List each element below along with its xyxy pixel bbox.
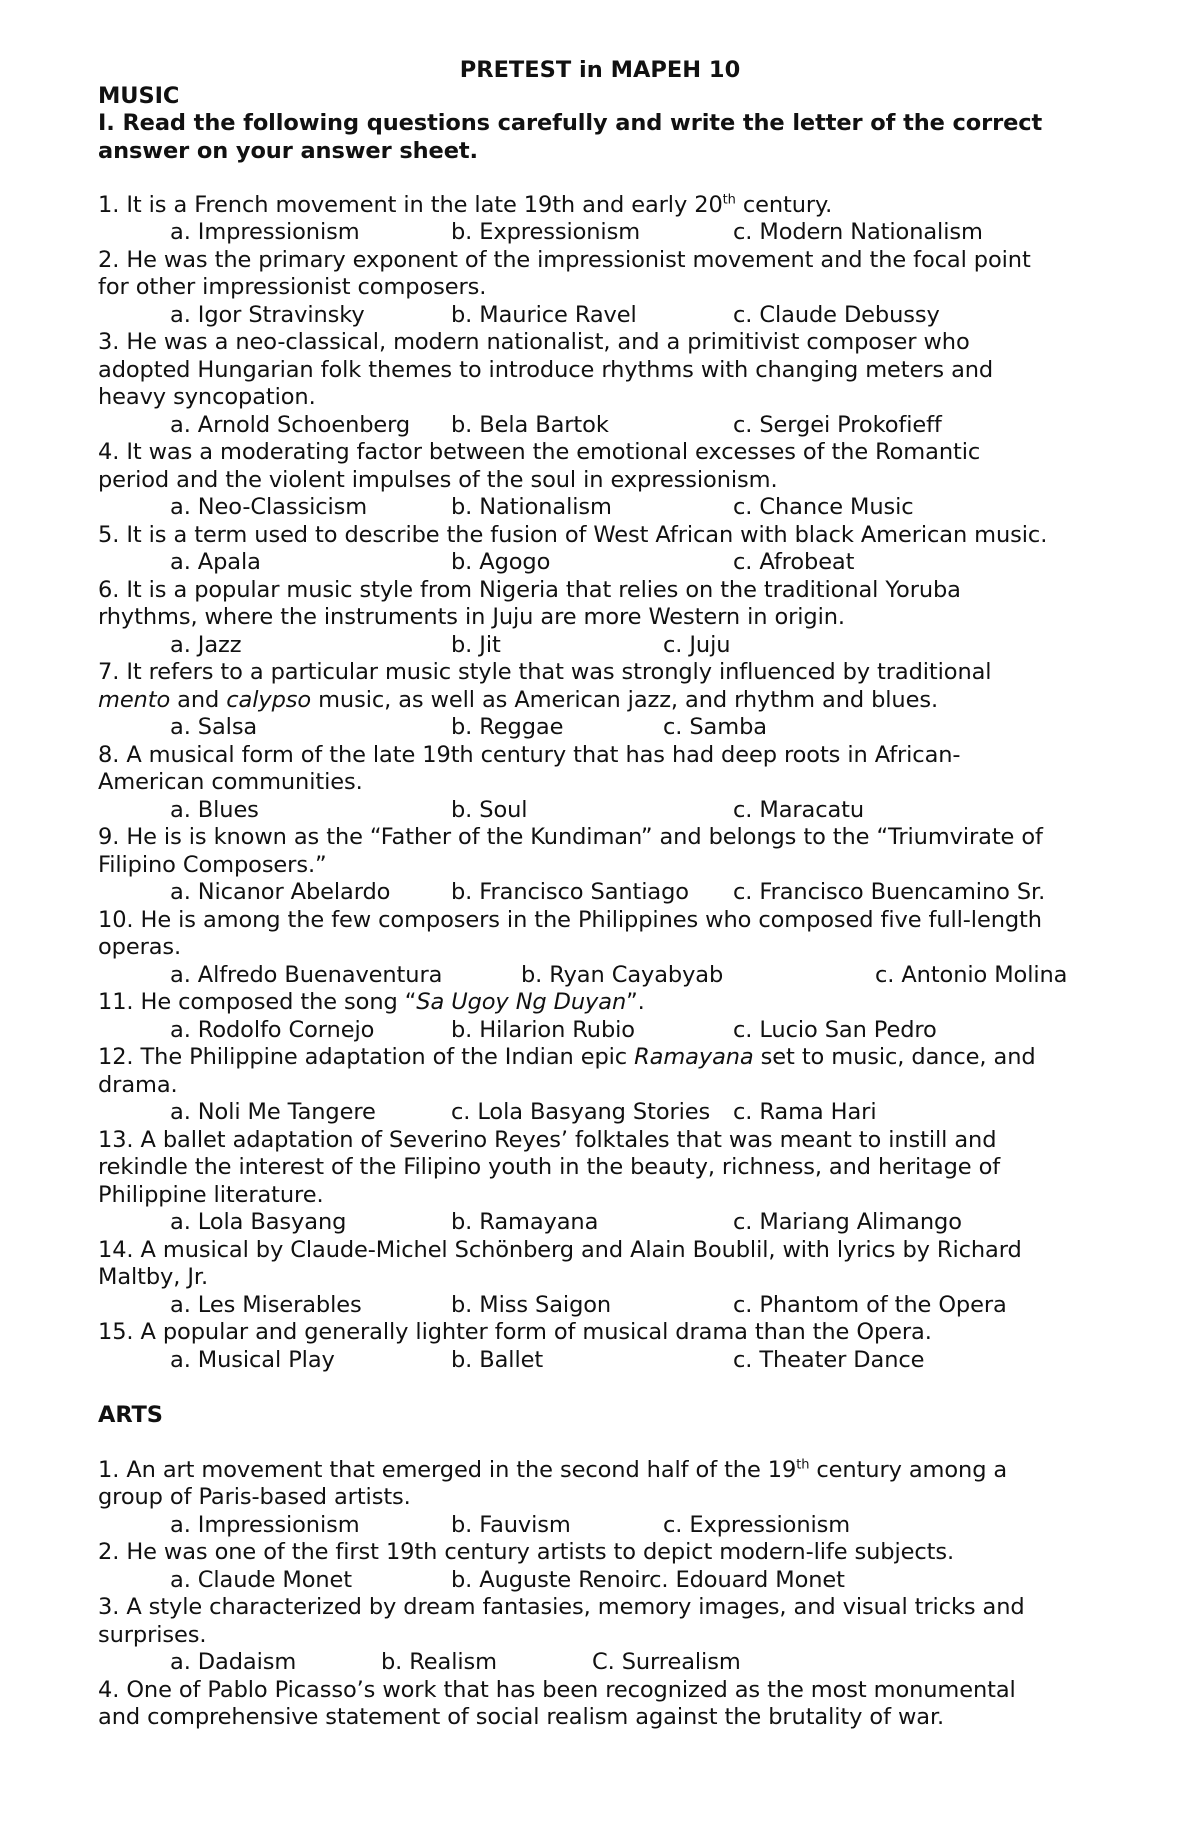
q9-option-c: c. Francisco Buencamino Sr. [733,879,1046,905]
q4-option-a: a. Neo-Classicism [170,494,368,520]
question-2: 2. He was the primary exponent of the impressionist movement and the focal point [98,247,1031,273]
q4-option-b: b. Nationalism [451,494,612,520]
arts-q3-option-c: C. Surrealism [592,1649,741,1675]
question-10: 10. He is among the few composers in the Philippines who composed five full-length [98,907,1042,933]
arts-q2-option-a: a. Claude Monet [170,1567,352,1593]
q2-option-b: b. Maurice Ravel [451,302,637,328]
q15-option-a: a. Musical Play [170,1347,335,1373]
q6-option-c: c. Juju [663,632,731,658]
q2-option-c: c. Claude Debussy [733,302,940,328]
arts-question-3-cont: surprises. [98,1622,207,1648]
q9-option-a: a. Nicanor Abelardo [170,879,391,905]
q15-option-b: b. Ballet [451,1347,544,1373]
q14-option-b: b. Miss Saigon [451,1292,612,1318]
arts-q3-option-b: b. Realism [381,1649,497,1675]
arts-question-3: 3. A style characterized by dream fantasies, memory images, and visual tricks and [98,1594,1025,1620]
q1-option-a: a. Impressionism [170,219,360,245]
q6-option-b: b. Jit [451,632,501,658]
q6-option-a: a. Jazz [170,632,242,658]
question-6: 6. It is a popular music style from Nigeria that relies on the traditional Yoruba [98,577,961,603]
q8-option-b: b. Soul [451,797,528,823]
question-12: 12. The Philippine adaptation of the Indian epic Ramayana set to music, dance, and [98,1044,1036,1070]
question-7: 7. It refers to a particular music style that was strongly influenced by traditional [98,659,992,685]
q9-option-b: b. Francisco Santiago [451,879,689,905]
q14-option-a: a. Les Miserables [170,1292,362,1318]
question-14-cont: Maltby, Jr. [98,1264,209,1290]
q15-option-c: c. Theater Dance [733,1347,925,1373]
question-3-cont-2: heavy syncopation. [98,384,316,410]
question-15: 15. A popular and generally lighter form of musical drama than the Opera. [98,1319,932,1345]
question-3-cont-1: adopted Hungarian folk themes to introduce rhythms with changing meters and [98,357,994,383]
question-8-cont: American communities. [98,769,363,795]
arts-q1-option-b: b. Fauvism [451,1512,571,1538]
question-10-cont: operas. [98,934,182,960]
q13-option-b: b. Ramayana [451,1209,599,1235]
question-7-cont: mento and calypso music, as well as American jazz, and rhythm and blues. [98,687,938,713]
page-title: PRETEST in MAPEH 10 [459,57,741,83]
q3-option-b: b. Bela Bartok [451,412,609,438]
q8-option-c: c. Maracatu [733,797,865,823]
q10-option-a: a. Alfredo Buenaventura [170,962,443,988]
q12-option-c: c. Rama Hari [733,1099,877,1125]
question-4-cont: period and the violent impulses of the soul in expressionism. [98,467,778,493]
q3-option-c: c. Sergei Prokofieff [733,412,942,438]
q12-option-b: c. Lola Basyang Stories [451,1099,711,1125]
q11-option-a: a. Rodolfo Cornejo [170,1017,375,1043]
q11-option-b: b. Hilarion Rubio [451,1017,635,1043]
q7-option-b: b. Reggae [451,714,564,740]
q12-option-a: a. Noli Me Tangere [170,1099,376,1125]
question-14: 14. A musical by Claude-Michel Schönberg and Alain Boublil, with lyrics by Richard [98,1237,1022,1263]
q7-option-c: c. Samba [663,714,767,740]
q13-option-c: c. Mariang Alimango [733,1209,962,1235]
arts-q1-option-a: a. Impressionism [170,1512,360,1538]
instruction-line-1: I. Read the following questions carefully and write the letter of the correct [98,110,1043,136]
q5-option-b: b. Agogo [451,549,551,575]
instruction-line-2: answer on your answer sheet. [98,138,478,164]
question-8: 8. A musical form of the late 19th century that has had deep roots in African- [98,742,961,768]
q10-option-c: c. Antonio Molina [875,962,1068,988]
question-9: 9. He is is known as the “Father of the Kundiman” and belongs to the “Triumvirate of [98,824,1043,850]
question-3: 3. He was a neo-classical, modern nationalist, and a primitivist composer who [98,329,970,355]
q2-option-a: a. Igor Stravinsky [170,302,365,328]
arts-question-4-cont: and comprehensive statement of social realism against the brutality of war. [98,1704,945,1730]
section-heading-music: MUSIC [98,83,180,109]
q4-option-c: c. Chance Music [733,494,914,520]
question-6-cont: rhythms, where the instruments in Juju are more Western in origin. [98,604,845,630]
q14-option-c: c. Phantom of the Opera [733,1292,1007,1318]
arts-q3-option-a: a. Dadaism [170,1649,297,1675]
arts-question-2: 2. He was one of the first 19th century artists to depict modern-life subjects. [98,1539,955,1565]
arts-q1-option-c: c. Expressionism [663,1512,851,1538]
arts-question-1-cont: group of Paris-based artists. [98,1484,411,1510]
question-13-cont-1: rekindle the interest of the Filipino youth in the beauty, richness, and heritage of [98,1154,1001,1180]
question-2-cont: for other impressionist composers. [98,274,487,300]
arts-q2-option-bc: b. Auguste Renoirc. Edouard Monet [451,1567,845,1593]
question-13-cont-2: Philippine literature. [98,1182,324,1208]
question-5: 5. It is a term used to describe the fusion of West African with black American music. [98,522,1048,548]
q11-option-c: c. Lucio San Pedro [733,1017,937,1043]
q13-option-a: a. Lola Basyang [170,1209,347,1235]
question-9-cont: Filipino Composers.” [98,852,327,878]
question-11: 11. He composed the song “Sa Ugoy Ng Duyan”. [98,989,645,1015]
section-heading-arts: ARTS [98,1402,163,1428]
q7-option-a: a. Salsa [170,714,258,740]
q5-option-c: c. Afrobeat [733,549,855,575]
q10-option-b: b. Ryan Cayabyab [521,962,724,988]
question-4: 4. It was a moderating factor between the emotional excesses of the Romantic [98,439,981,465]
q3-option-a: a. Arnold Schoenberg [170,412,411,438]
arts-question-1: 1. An art movement that emerged in the second half of the 19th century among a [98,1457,1008,1483]
q1-option-b: b. Expressionism [451,219,641,245]
question-1: 1. It is a French movement in the late 19th and early 20th century. [98,192,833,218]
q5-option-a: a. Apala [170,549,261,575]
q1-option-c: c. Modern Nationalism [733,219,983,245]
arts-question-4: 4. One of Pablo Picasso’s work that has been recognized as the most monumental [98,1677,1016,1703]
q8-option-a: a. Blues [170,797,259,823]
question-13: 13. A ballet adaptation of Severino Reyes’ folktales that was meant to instill and [98,1127,997,1153]
question-12-cont: drama. [98,1072,178,1098]
